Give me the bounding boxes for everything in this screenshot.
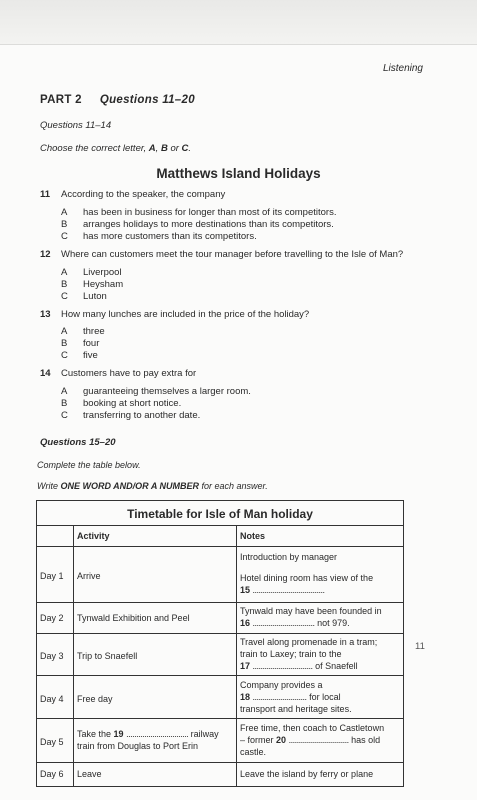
question-text: According to the speaker, the company xyxy=(61,189,226,200)
gap-17: 17 .............................. of Snaefell xyxy=(240,661,358,671)
instruction-3: Write ONE WORD AND/OR A NUMBER for each answer. xyxy=(37,481,268,491)
notes: Tynwald may have been founded in xyxy=(240,606,382,616)
header-notes: Notes xyxy=(240,531,266,541)
notes: Leave the island by ferry or plane xyxy=(240,769,374,779)
activity: Arrive xyxy=(77,571,101,581)
timetable-table xyxy=(36,500,404,787)
question-text: Where can customers meet the tour manager before travelling to the Isle of Man? xyxy=(61,249,404,260)
instruction-2: Complete the table below. xyxy=(37,460,141,470)
questions-range-2: Questions 15–20 xyxy=(40,437,116,448)
gap-15: 15 .................................... xyxy=(240,585,325,595)
part-label: PART 2 xyxy=(40,94,82,106)
day-label: Day 4 xyxy=(40,694,64,704)
notes: castle. xyxy=(240,747,267,757)
mc-title: Matthews Island Holidays xyxy=(156,166,321,181)
day-label: Day 1 xyxy=(40,571,64,581)
notes: Introduction by manager xyxy=(240,552,338,562)
activity: train from Douglas to Port Erin xyxy=(77,741,199,751)
header-activity: Activity xyxy=(77,531,110,541)
question-number: 14 xyxy=(40,368,51,379)
part-questions: Questions 11–20 xyxy=(99,94,195,106)
activity: Trip to Snaefell xyxy=(77,651,138,661)
question-number: 11 xyxy=(40,189,51,200)
notes: Travel along promenade in a tram; xyxy=(240,637,378,647)
instruction-1: Choose the correct letter, A, B or C. xyxy=(40,143,192,154)
page-number: 11 xyxy=(415,641,425,652)
question-text: How many lunches are included in the price of the holiday? xyxy=(61,309,310,320)
question-text: Customers have to pay extra for xyxy=(61,368,197,379)
day-label: Day 3 xyxy=(40,651,64,661)
activity: Free day xyxy=(77,694,113,704)
part-heading xyxy=(40,94,195,106)
activity: Leave xyxy=(77,769,102,779)
question-number: 12 xyxy=(40,249,51,260)
gap-20: – former 20 .............................. has old xyxy=(240,735,381,745)
section-label: Listening xyxy=(382,63,423,74)
gap-16: 16 ............................... not 979. xyxy=(240,618,350,628)
notes: Hotel dining room has view of the xyxy=(240,573,374,583)
notes: transport and heritage sites. xyxy=(240,704,352,714)
gap-19: Take the 19 ............................... railway xyxy=(77,729,219,739)
day-label: Day 6 xyxy=(40,769,64,779)
notes: train to Laxey; train to the xyxy=(240,649,342,659)
notes: Company provides a xyxy=(240,680,323,690)
activity: Tynwald Exhibition and Peel xyxy=(77,613,190,623)
scan-top-band xyxy=(0,0,477,45)
table-title: Timetable for Isle of Man holiday xyxy=(127,507,313,521)
day-label: Day 5 xyxy=(40,737,64,747)
day-label: Day 2 xyxy=(40,613,64,623)
question-number: 13 xyxy=(40,309,51,320)
questions-range-1: Questions 11–14 xyxy=(40,120,112,131)
notes: Free time, then coach to Castletown xyxy=(240,723,385,733)
gap-18: 18 ........................... for local xyxy=(240,692,341,702)
